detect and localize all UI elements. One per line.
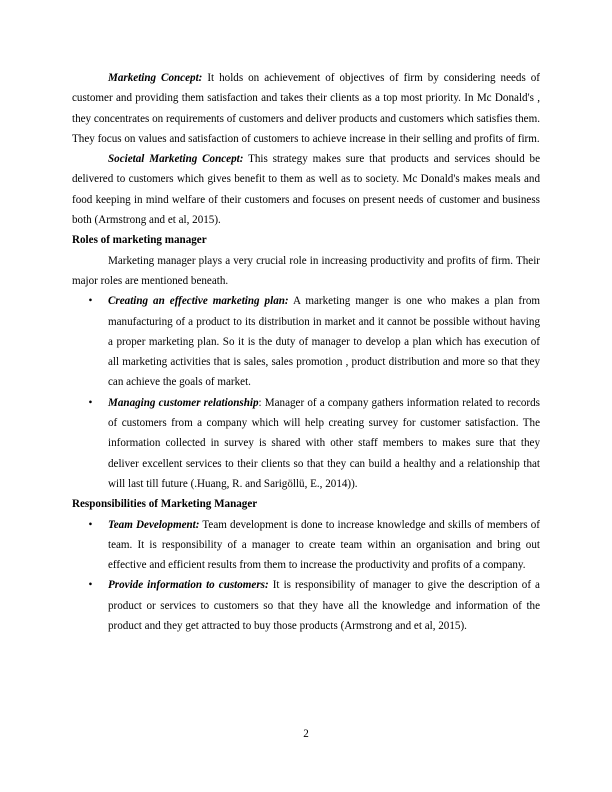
roles-intro: Marketing manager plays a very crucial role in increasing productivity and profits of firm. Their major roles are mentioned beneath. xyxy=(72,254,540,287)
marketing-concept-term: Marketing Concept: xyxy=(108,72,203,84)
document-page xyxy=(72,68,540,636)
bullet-icon: • xyxy=(88,295,93,308)
list-item-term: Creating an effective marketing plan: xyxy=(108,295,289,308)
list-item-text: A marketing manger is one who makes a plan from manufacturing of a product to its distribution in market and it cannot be possible without having a proper marketing plan. So it is the duty of manager to develop a plan which has execution of all marketing activities that is sales, sales promotion , product distribution and more so that they can achieve the goals of market. xyxy=(108,295,540,389)
list-item-term: Provide information to customers: xyxy=(108,579,269,592)
list-item xyxy=(72,393,540,494)
bullet-icon: • xyxy=(88,579,93,592)
roles-list xyxy=(72,291,540,494)
list-item xyxy=(72,515,540,576)
list-item xyxy=(72,291,540,392)
list-item-text: : Manager of a company gathers information related to records of customers from a company which will help creating survey for customer satisfaction. The information collected in survey is shared with other staff members to makes sure that they deliver excellent services to their clients so that they can build a healthy and a relationship that will last till future (.Huang, R. and Sarigöllü, E., 2014)). xyxy=(108,396,540,490)
list-item-term: Managing customer relationship xyxy=(108,396,259,409)
list-item-text: It is responsibility of manager to give the description of a product or services to customers so that they have all the knowledge and information of the product and they get attracted to buy those products (Armstrong and et al, 2015). xyxy=(108,579,540,633)
societal-marketing-concept-term: Societal Marketing Concept: xyxy=(108,153,244,166)
list-item-text: Team development is done to increase knowledge and skills of members of team. It is responsibility of a manager to create team within an organisation and bring out effective and efficient results from them to increase the productivity and profits of a company. xyxy=(108,518,540,572)
marketing-concept-text: It holds on achievement of objectives of firm by considering needs of customer and providing them satisfaction and takes their clients as a top most priority. In Mc Donald's , they concentrates on requirements of customers and deliver products and customers which satisfies them. They focus on values and satisfaction of customers to achieve increase in their selling and profits of firm. xyxy=(72,72,540,145)
marketing-concept-paragraph xyxy=(72,68,540,149)
societal-marketing-concept-paragraph xyxy=(72,149,540,230)
roles-heading: Roles of marketing manager xyxy=(72,234,207,247)
bullet-icon: • xyxy=(88,518,93,531)
bullet-icon: • xyxy=(88,396,93,409)
list-item xyxy=(72,575,540,636)
responsibilities-heading: Responsibilities of Marketing Manager xyxy=(72,498,258,511)
list-item-term: Team Development: xyxy=(108,518,200,531)
societal-marketing-concept-text: This strategy makes sure that products and services should be delivered to customers which gives benefit to them as well as to society. Mc Donald's makes meals and food keeping in mind welfare of their customers and focuses on present needs of customer and business both (Armstrong and et al, 2015). xyxy=(72,153,540,227)
responsibilities-list xyxy=(72,515,540,637)
page-number: 2 xyxy=(303,728,309,740)
